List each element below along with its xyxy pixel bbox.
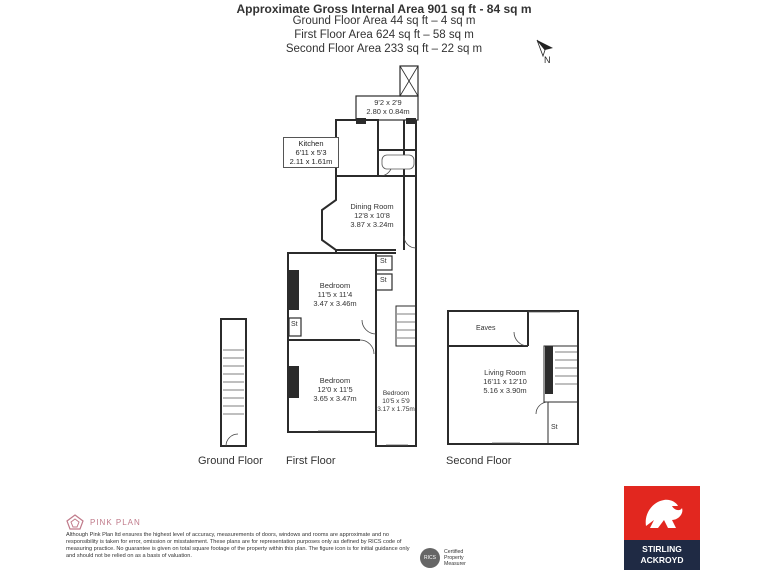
first-floor-label: First Floor (286, 455, 336, 467)
ground-floor-area: Ground Floor Area 44 sq ft – 4 sq m (292, 15, 476, 27)
gross-area-title: Approximate Gross Internal Area 901 sq ft - 84 sq m (236, 2, 532, 16)
eaves-label: Eaves (476, 325, 496, 332)
griffin-icon (624, 486, 700, 540)
first-floor-stairs (396, 306, 416, 346)
second-floor-label: Second Floor (446, 455, 512, 467)
agent-wordmark: STIRLING ACKROYD (624, 540, 700, 570)
bedroom-3-label: Bedroom 10'5 x 5'9 3.17 x 1.75m (377, 390, 415, 413)
agent-logo-emblem (624, 486, 700, 540)
north-label: N (544, 55, 551, 65)
first-floor-area: First Floor Area 624 sq ft – 58 sq m (294, 29, 474, 41)
store-label-3: St (291, 321, 298, 328)
store-label-4: St (551, 424, 558, 431)
rics-logo-icon: RICS (420, 548, 440, 568)
bedroom-1-label: Bedroom 11'5 x 11'4 3.47 x 3.46m (313, 281, 357, 308)
living-room-label: Living Room 16'11 x 12'10 5.16 x 3.90m (483, 368, 527, 395)
first-floor-bedrooms-outline (288, 253, 376, 432)
disclaimer-text: Although Pink Plan ltd ensures the highest level of accuracy, measurements of doors, windows and rooms are approximate and no responsibility is taken for error, omission or misstatement. These plans are for representation purposes only as defined by RICS code of measuring practice. No guarantee is given on total square footage of the property within this plan. The figure icon is for initial guidance only and should not be relied on as a basis of valuation. (66, 532, 410, 559)
agent-logo (624, 486, 700, 570)
kitchen-outline (336, 120, 378, 176)
ground-floor-label: Ground Floor (198, 455, 263, 467)
store-label-1: St (380, 258, 387, 265)
rics-badge (420, 548, 478, 570)
second-floor-area: Second Floor Area 233 sq ft – 22 sq m (285, 43, 483, 55)
store-label-2: St (380, 277, 387, 284)
bedroom-2-label: Bedroom 12'0 x 11'5 3.65 x 3.47m (313, 376, 357, 403)
rics-caption: Certified Property Measurer (444, 549, 466, 567)
pink-plan-logo-icon (66, 514, 84, 530)
ground-floor-outline (221, 319, 246, 446)
kitchen-label: Kitchen 6'11 x 5'3 2.11 x 1.61m (283, 137, 339, 168)
dining-room-label: Dining Room 12'8 x 10'8 3.87 x 3.24m (350, 202, 394, 229)
terrace-label: 9'2 x 2'9 2.80 x 0.84m (366, 98, 410, 116)
pink-plan-brand: PINK PLAN (90, 518, 141, 527)
